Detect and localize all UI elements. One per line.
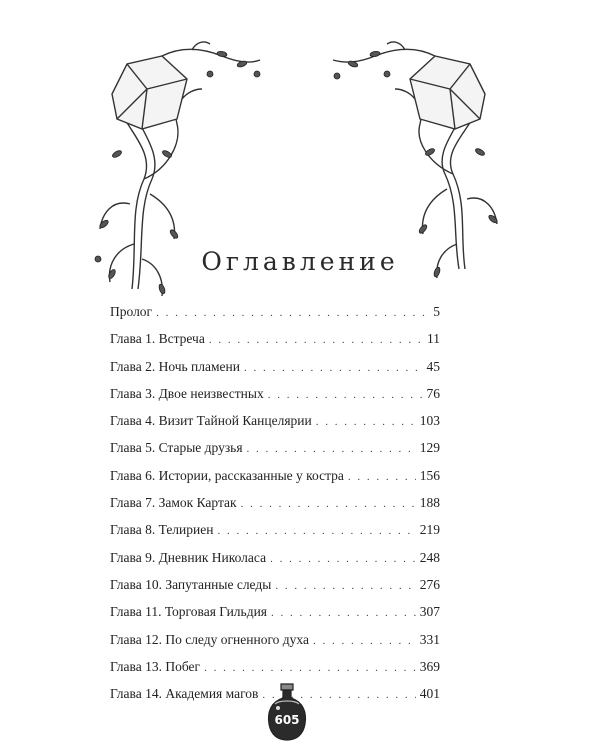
toc-entry xyxy=(110,331,440,358)
toc-entry-label: Глава 13. Побег xyxy=(110,658,201,674)
toc-entry xyxy=(110,522,440,549)
toc-entry xyxy=(110,577,440,604)
toc-entry xyxy=(110,413,440,440)
toc-entry-page: 369 xyxy=(419,658,440,674)
dot-leader xyxy=(244,362,423,374)
toc-entry-page: 11 xyxy=(427,331,440,347)
toc-entry-page: 401 xyxy=(419,686,440,702)
toc-entry xyxy=(110,632,440,659)
toc-entry-label: Глава 3. Двое неизвестных xyxy=(110,385,264,401)
toc-entry xyxy=(110,440,440,467)
toc-entry-page: 331 xyxy=(419,631,440,647)
dot-leader xyxy=(316,416,416,428)
toc-entry-page: 156 xyxy=(419,467,440,483)
potion-bottle-icon xyxy=(265,682,309,742)
toc-entry-page: 219 xyxy=(419,522,440,538)
dot-leader xyxy=(156,307,429,319)
toc-entry-label: Глава 12. По следу огненного духа xyxy=(110,631,309,647)
toc-entry-page: 5 xyxy=(433,304,440,319)
toc-entry-label: Пролог xyxy=(110,304,153,319)
page-number: 605 xyxy=(274,713,300,727)
toc-entry xyxy=(110,304,440,331)
toc-entry-label: Глава 9. Дневник Николаса xyxy=(110,549,267,565)
toc-entry xyxy=(110,359,440,386)
dot-leader xyxy=(275,580,415,592)
page-title: Оглавление xyxy=(201,247,399,276)
toc-entry-label: Глава 7. Замок Картак xyxy=(110,495,237,511)
toc-entry-label: Глава 6. Истории, рассказанные у костра xyxy=(110,467,344,483)
toc-entry xyxy=(110,468,440,495)
dot-leader xyxy=(217,525,415,537)
toc-entry-page: 45 xyxy=(426,358,440,374)
toc-entry xyxy=(110,386,440,413)
toc-entry-label: Глава 2. Ночь пламени xyxy=(110,358,240,374)
toc-entry-label: Глава 8. Телириен xyxy=(110,522,214,538)
toc-entry xyxy=(110,604,440,631)
toc-entry-page: 248 xyxy=(419,549,440,565)
toc-entry-label: Глава 1. Встреча xyxy=(110,331,205,347)
toc-entry-page: 76 xyxy=(426,385,440,401)
toc-entry-page: 103 xyxy=(419,413,440,429)
table-of-contents xyxy=(110,304,440,713)
toc-entry-label: Глава 4. Визит Тайной Канцелярии xyxy=(110,413,312,429)
dot-leader xyxy=(247,443,416,455)
toc-entry-page: 129 xyxy=(419,440,440,456)
toc-entry-label: Глава 10. Запутанные следы xyxy=(110,576,272,592)
toc-entry-label: Глава 14. Академия магов xyxy=(110,686,259,702)
toc-entry-page: 276 xyxy=(419,576,440,592)
toc-entry xyxy=(110,495,440,522)
dot-leader xyxy=(271,607,416,619)
dot-leader xyxy=(204,662,416,674)
dot-leader xyxy=(313,635,416,647)
dot-leader xyxy=(270,553,416,565)
toc-entry-page: 188 xyxy=(419,495,440,511)
dot-leader xyxy=(348,471,416,483)
toc-entry xyxy=(110,550,440,577)
dot-leader xyxy=(268,389,423,401)
dot-leader xyxy=(241,498,416,510)
dot-leader xyxy=(209,334,423,346)
toc-entry-label: Глава 11. Торговая Гильдия xyxy=(110,604,267,620)
toc-entry-label: Глава 5. Старые друзья xyxy=(110,440,243,456)
toc-entry-page: 307 xyxy=(419,604,440,620)
